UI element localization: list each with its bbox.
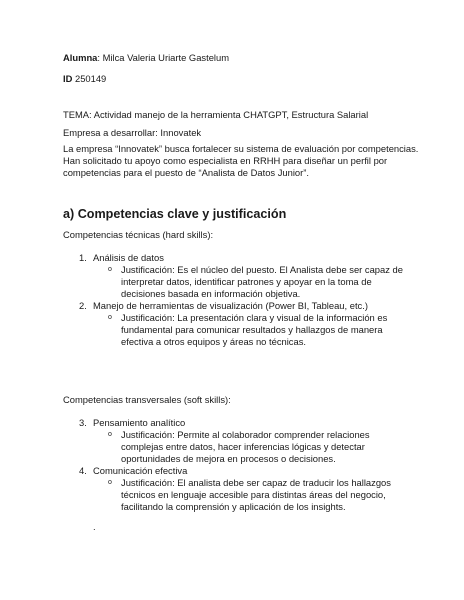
bullet-marker: o (108, 314, 112, 321)
id-value: 250149 (72, 73, 107, 84)
justification-line: efectiva a otros equipos y áreas no técnicas. (121, 336, 307, 347)
id-label: ID (63, 73, 73, 84)
tema-line: TEMA: Actividad manejo de la herramienta CHATGPT, Estructura Salarial (63, 109, 369, 120)
intro-line-3: competencias para el puesto de “Analista de Datos Junior”. (63, 167, 309, 178)
section-a-heading: a) Competencias clave y justificación (63, 207, 287, 221)
justification-line: fundamental para comunicar resultados y hallazgos de manera (121, 324, 383, 335)
bullet-marker: o (108, 266, 112, 273)
intro-line-1: La empresa “Innovatek” busca fortalecer su sistema de evaluación por competencias. (63, 143, 419, 154)
justification-line: facilitando la comprensión y aplicación de los insights. (121, 501, 346, 512)
justification-line: interpretar datos, identificar patrones y apoyar en la toma de (121, 276, 372, 287)
list-number: 2. (79, 300, 87, 311)
competency-title: Comunicación efectiva (93, 465, 188, 476)
justification-line: decisiones basada en información objetiva. (121, 288, 301, 299)
justification-line: técnicos en lenguaje accesible para distintas áreas del negocio, (121, 489, 386, 500)
intro-line-2: Han solicitado tu apoyo como especialista en RRHH para diseñar un perfil por (63, 155, 388, 166)
trailing-dot: . (93, 521, 96, 532)
justification-line: Justificación: El analista debe ser capaz de traducir los hallazgos (121, 477, 391, 488)
competency-title: Manejo de herramientas de visualización (Power BI, Tableau, etc.) (93, 300, 368, 311)
empresa-line: Empresa a desarrollar: Innovatek (63, 127, 202, 138)
justification-line: Justificación: Es el núcleo del puesto. El Analista debe ser capaz de (121, 264, 403, 275)
justification-line: oportunidades de mejora en procesos o decisiones. (121, 453, 336, 464)
justification-line: complejas entre datos, hacer inferencias lógicas y detectar (121, 441, 365, 452)
list-number: 4. (79, 465, 87, 476)
list-number: 3. (79, 417, 87, 428)
competency-title: Análisis de datos (93, 252, 164, 263)
student-name: : Milca Valeria Uriarte Gastelum (97, 52, 230, 63)
student-label: Alumna (63, 52, 98, 63)
soft-skills-heading: Competencias transversales (soft skills): (63, 394, 231, 405)
competency-title: Pensamiento analítico (93, 417, 186, 428)
bullet-marker: o (108, 479, 112, 486)
hard-skills-heading: Competencias técnicas (hard skills): (63, 229, 214, 240)
student-line (63, 52, 229, 65)
justification-line: Justificación: Permite al colaborador comprender relaciones (121, 429, 370, 440)
list-number: 1. (79, 252, 87, 263)
id-line (63, 73, 106, 86)
justification-line: Justificación: La presentación clara y visual de la información es (121, 312, 388, 323)
bullet-marker: o (108, 431, 112, 438)
